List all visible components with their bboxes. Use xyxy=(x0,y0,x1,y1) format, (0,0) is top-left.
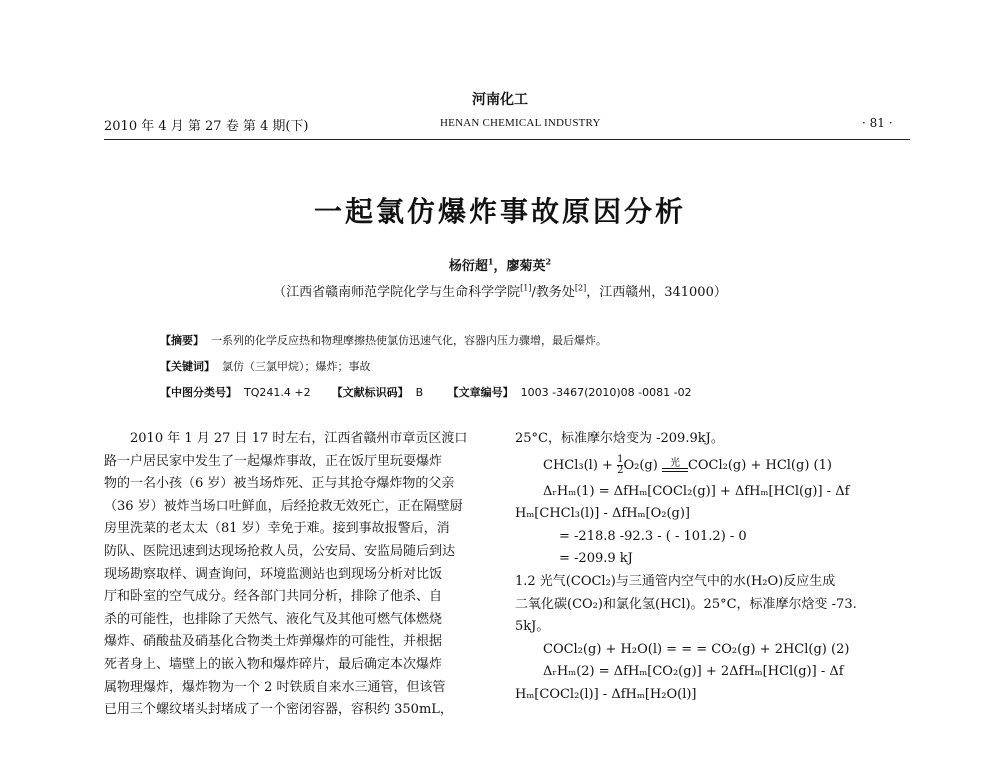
body-line: 现场勘察取样、调查询问，环境监测站也到现场分析对比饭 xyxy=(104,566,443,582)
author-2-mark: 2 xyxy=(545,256,552,267)
affiliation-mark-1: [1] xyxy=(520,283,532,293)
clc-label: 【中图分类号】 xyxy=(160,386,237,399)
body-line: 已用三个螺纹堵头封堵成了一个密闭容器，容积约 350mL， xyxy=(104,702,453,718)
body-line: 爆炸、硝酸盐及硝基化合物类土炸弹爆炸的可能性，并根据 xyxy=(104,634,443,650)
arrow-condition: 光 xyxy=(669,457,680,469)
light-reaction-arrow xyxy=(662,459,688,472)
body-line: （36 岁）被炸当场口吐鲜血，后经抢救无效死亡，正在隔壁厨 xyxy=(104,498,463,514)
affiliation-part-b: /教务处 xyxy=(531,285,575,300)
equation-1 xyxy=(515,451,915,481)
section-1-2-line-a: 1.2 光气(COCl₂)与三通管内空气中的水(H₂O)反应生成 xyxy=(515,573,836,589)
affiliation-part-c: ，江西赣州，341000） xyxy=(586,285,727,300)
body-line: 路一户居民家中发生了一起爆炸事故，正在饭厅里玩耍爆炸 xyxy=(104,453,443,469)
classification-line xyxy=(160,384,692,400)
calculation-2: = -209.9 kJ xyxy=(559,551,633,567)
header-rule xyxy=(104,139,910,140)
abstract xyxy=(160,332,607,348)
section-1-2-line-c: 5kJ。 xyxy=(515,619,550,635)
author-separator: ， xyxy=(493,259,507,274)
articleno-label: 【文章编号】 xyxy=(447,386,514,399)
enthalpy-1-line-a: ΔᵣHₘ(1) = ΔfHₘ[COCl₂(g)] + ΔfHₘ[HCl(g)] - Δf xyxy=(543,483,850,499)
eq1-rhs: COCl₂(g) + HCl(g) (1) xyxy=(687,457,832,473)
body-line: 防队、医院迅速到达现场抢救人员，公安局、安监局随后到达 xyxy=(104,543,456,559)
doccode-label: 【文献标识码】 xyxy=(331,386,409,399)
article-title: 一起氯仿爆炸事故原因分析 xyxy=(313,195,686,228)
affiliation-part-a: （江西省赣南师范学院化学与生命科学学院 xyxy=(273,285,521,300)
abstract-label: 【摘要】 xyxy=(160,334,204,347)
body-line: 厅和卧室的空气成分。经各部门共同分析，排除了他杀、自 xyxy=(104,589,443,605)
section-1-2-line-b: 二氧化碳(CO₂)和氯化氢(HCl)。25°C，标准摩尔焓变 -73. xyxy=(515,596,857,612)
eq1-mid: O₂(g) xyxy=(623,457,658,473)
author-2: 廖菊英 xyxy=(506,259,546,274)
fraction-numerator: 1 xyxy=(617,453,624,465)
author-1-mark: 1 xyxy=(487,256,494,267)
body-right-column xyxy=(515,428,915,707)
body-line: 死者身上、墙壁上的嵌入物和爆炸碎片，最后确定本次爆炸 xyxy=(104,656,443,672)
affiliation-mark-2: [2] xyxy=(574,283,587,293)
abstract-text: 一系列的化学反应热和物理摩擦热使氯仿迅速气化，容器内压力骤增，最后爆炸。 xyxy=(211,334,607,347)
clc-value: TQ241.4 +2 xyxy=(244,386,311,399)
doccode-value: B xyxy=(415,386,424,399)
journal-name: 河南化工 xyxy=(472,92,528,108)
keywords-label: 【关键词】 xyxy=(160,360,215,373)
calculation-1: = -218.8 -92.3 - ( - 101.2) - 0 xyxy=(559,528,747,544)
body-line: 杀的可能性，也排除了天然气、液化气及其他可燃气体燃烧 xyxy=(104,611,443,627)
keywords xyxy=(160,358,371,374)
enthalpy-1-line-b: Hₘ[CHCl₃(l)] - ΔfHₘ[O₂(g)] xyxy=(515,506,690,522)
fraction-denominator: 2 xyxy=(617,464,624,476)
body-line: 2010 年 1 月 27 日 17 时左右，江西省赣州市章贡区渡口 xyxy=(130,431,468,446)
body-line: 25°C，标准摩尔焓变为 -209.9kJ。 xyxy=(515,431,724,446)
page-number: · 81 · xyxy=(862,116,893,130)
eq1-lhs: CHCl₃(l) + xyxy=(543,457,613,473)
body-line: 属物理爆炸，爆炸物为一个 2 吋铁质自来水三通管，但该管 xyxy=(104,679,446,695)
enthalpy-2-line-b: Hₘ[COCl₂(l)] - ΔfHₘ[H₂O(l)] xyxy=(515,686,697,702)
enthalpy-2-line-a: ΔᵣHₘ(2) = ΔfHₘ[CO₂(g)] + 2ΔfHₘ[HCl(g)] - Δf xyxy=(543,664,844,680)
body-line: 房里洗菜的老太太（81 岁）幸免于难。接到事故报警后，消 xyxy=(104,521,450,537)
author-1: 杨衍超 xyxy=(448,259,488,274)
journal-english-name: HENAN CHEMICAL INDUSTRY xyxy=(440,117,601,129)
equation-2: COCl₂(g) + H₂O(l) = = = CO₂(g) + 2HCl(g) (2) xyxy=(543,641,850,657)
authors xyxy=(0,255,1000,274)
articleno-value: 1003 -3467(2010)08 -0081 -02 xyxy=(520,386,692,399)
body-left-column xyxy=(104,428,504,722)
affiliation xyxy=(0,281,1000,300)
keywords-text: 氯仿（三氯甲烷）；爆炸；事故 xyxy=(222,360,371,373)
issue-info: 2010 年 4 月 第 27 卷 第 4 期(下) xyxy=(104,119,309,134)
body-line: 物的一名小孩（6 岁）被当场炸死、正与其抢夺爆炸物的父亲 xyxy=(104,476,455,492)
